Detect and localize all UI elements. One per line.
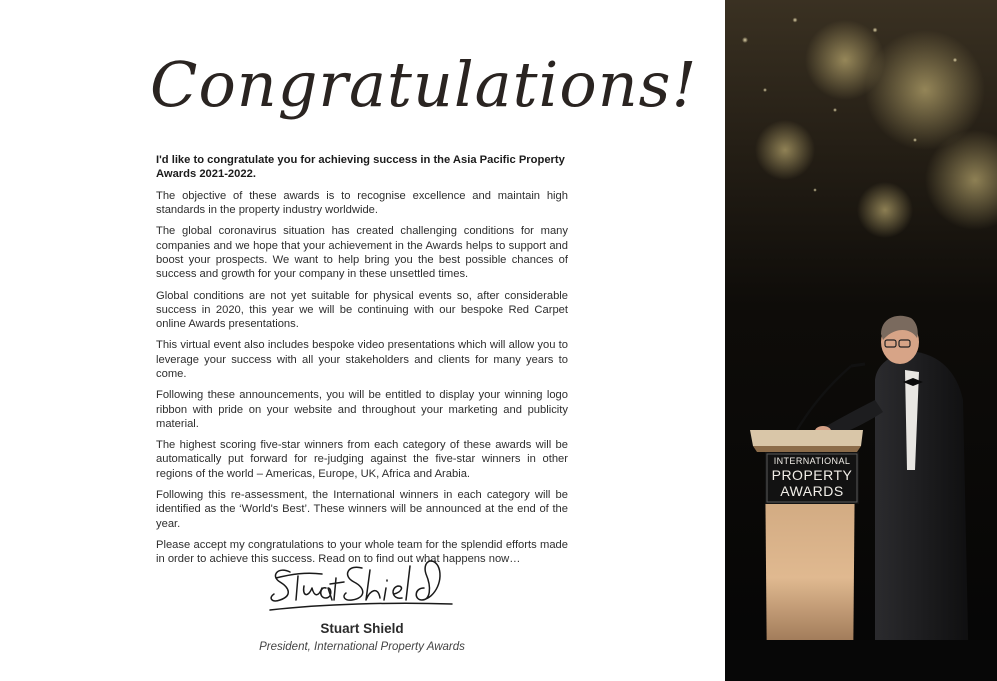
letter-paragraph: This virtual event also includes bespoke video presentations which will allow you to leverage your success with all your stakeholders and clients for many years to come. [156, 339, 568, 380]
letter-paragraph: Global conditions are not yet suitable for physical events so, after considerable success in 2020, this year we will be continuing with our bespoke Red Carpet online Awards presentations. [156, 289, 568, 330]
letter-paragraph: The global coronavirus situation has created challenging conditions for many companies and we hope that your achievement in the Awards helps to support and boost your prospects. We want to help bring you the best possible chances of success and growth for your company in these unsettled times. [156, 225, 568, 281]
podium-logo-line: PROPERTY [771, 467, 853, 483]
podium-logo [765, 456, 859, 499]
podium-photo [725, 0, 997, 681]
signatory-title: President, International Property Awards [259, 641, 465, 653]
letter-paragraph: The highest scoring five-star winners from each category of these awards will be automatically put forward for re-judging against the five-star winners in other regions of the world – Americas, Europe, UK, Africa and Arabia. [156, 439, 568, 480]
congratulations-heading: Congratulations! [150, 48, 698, 121]
letter-paragraph: Following these announcements, you will be entitled to display your winning logo ribbon with pride on your website and throughout your marketing and publicity material. [156, 389, 568, 430]
signatory-name: Stuart Shield [320, 621, 404, 636]
letter-paragraph: Following this re-assessment, the International winners in each category will be identified as the ‘World's Best’. These winners will be announced at the end of the year. [156, 489, 568, 530]
letter-paragraph: The objective of these awards is to recognise excellence and maintain high standards in the property industry worldwide. [156, 189, 568, 216]
letter-body [156, 153, 568, 574]
podium-logo-line: INTERNATIONAL [773, 456, 851, 466]
letter-paragraph-intro: I'd like to congratulate you for achieving success in the Asia Pacific Property Awards 2021-2022. [156, 154, 565, 181]
podium-logo-line: AWARDS [780, 483, 844, 499]
podium-photo-illustration [725, 0, 997, 681]
letter-paragraph: Please accept my congratulations to your whole team for the splendid efforts made in order to achieve this success. Read on to find out what happens now… [156, 539, 568, 566]
